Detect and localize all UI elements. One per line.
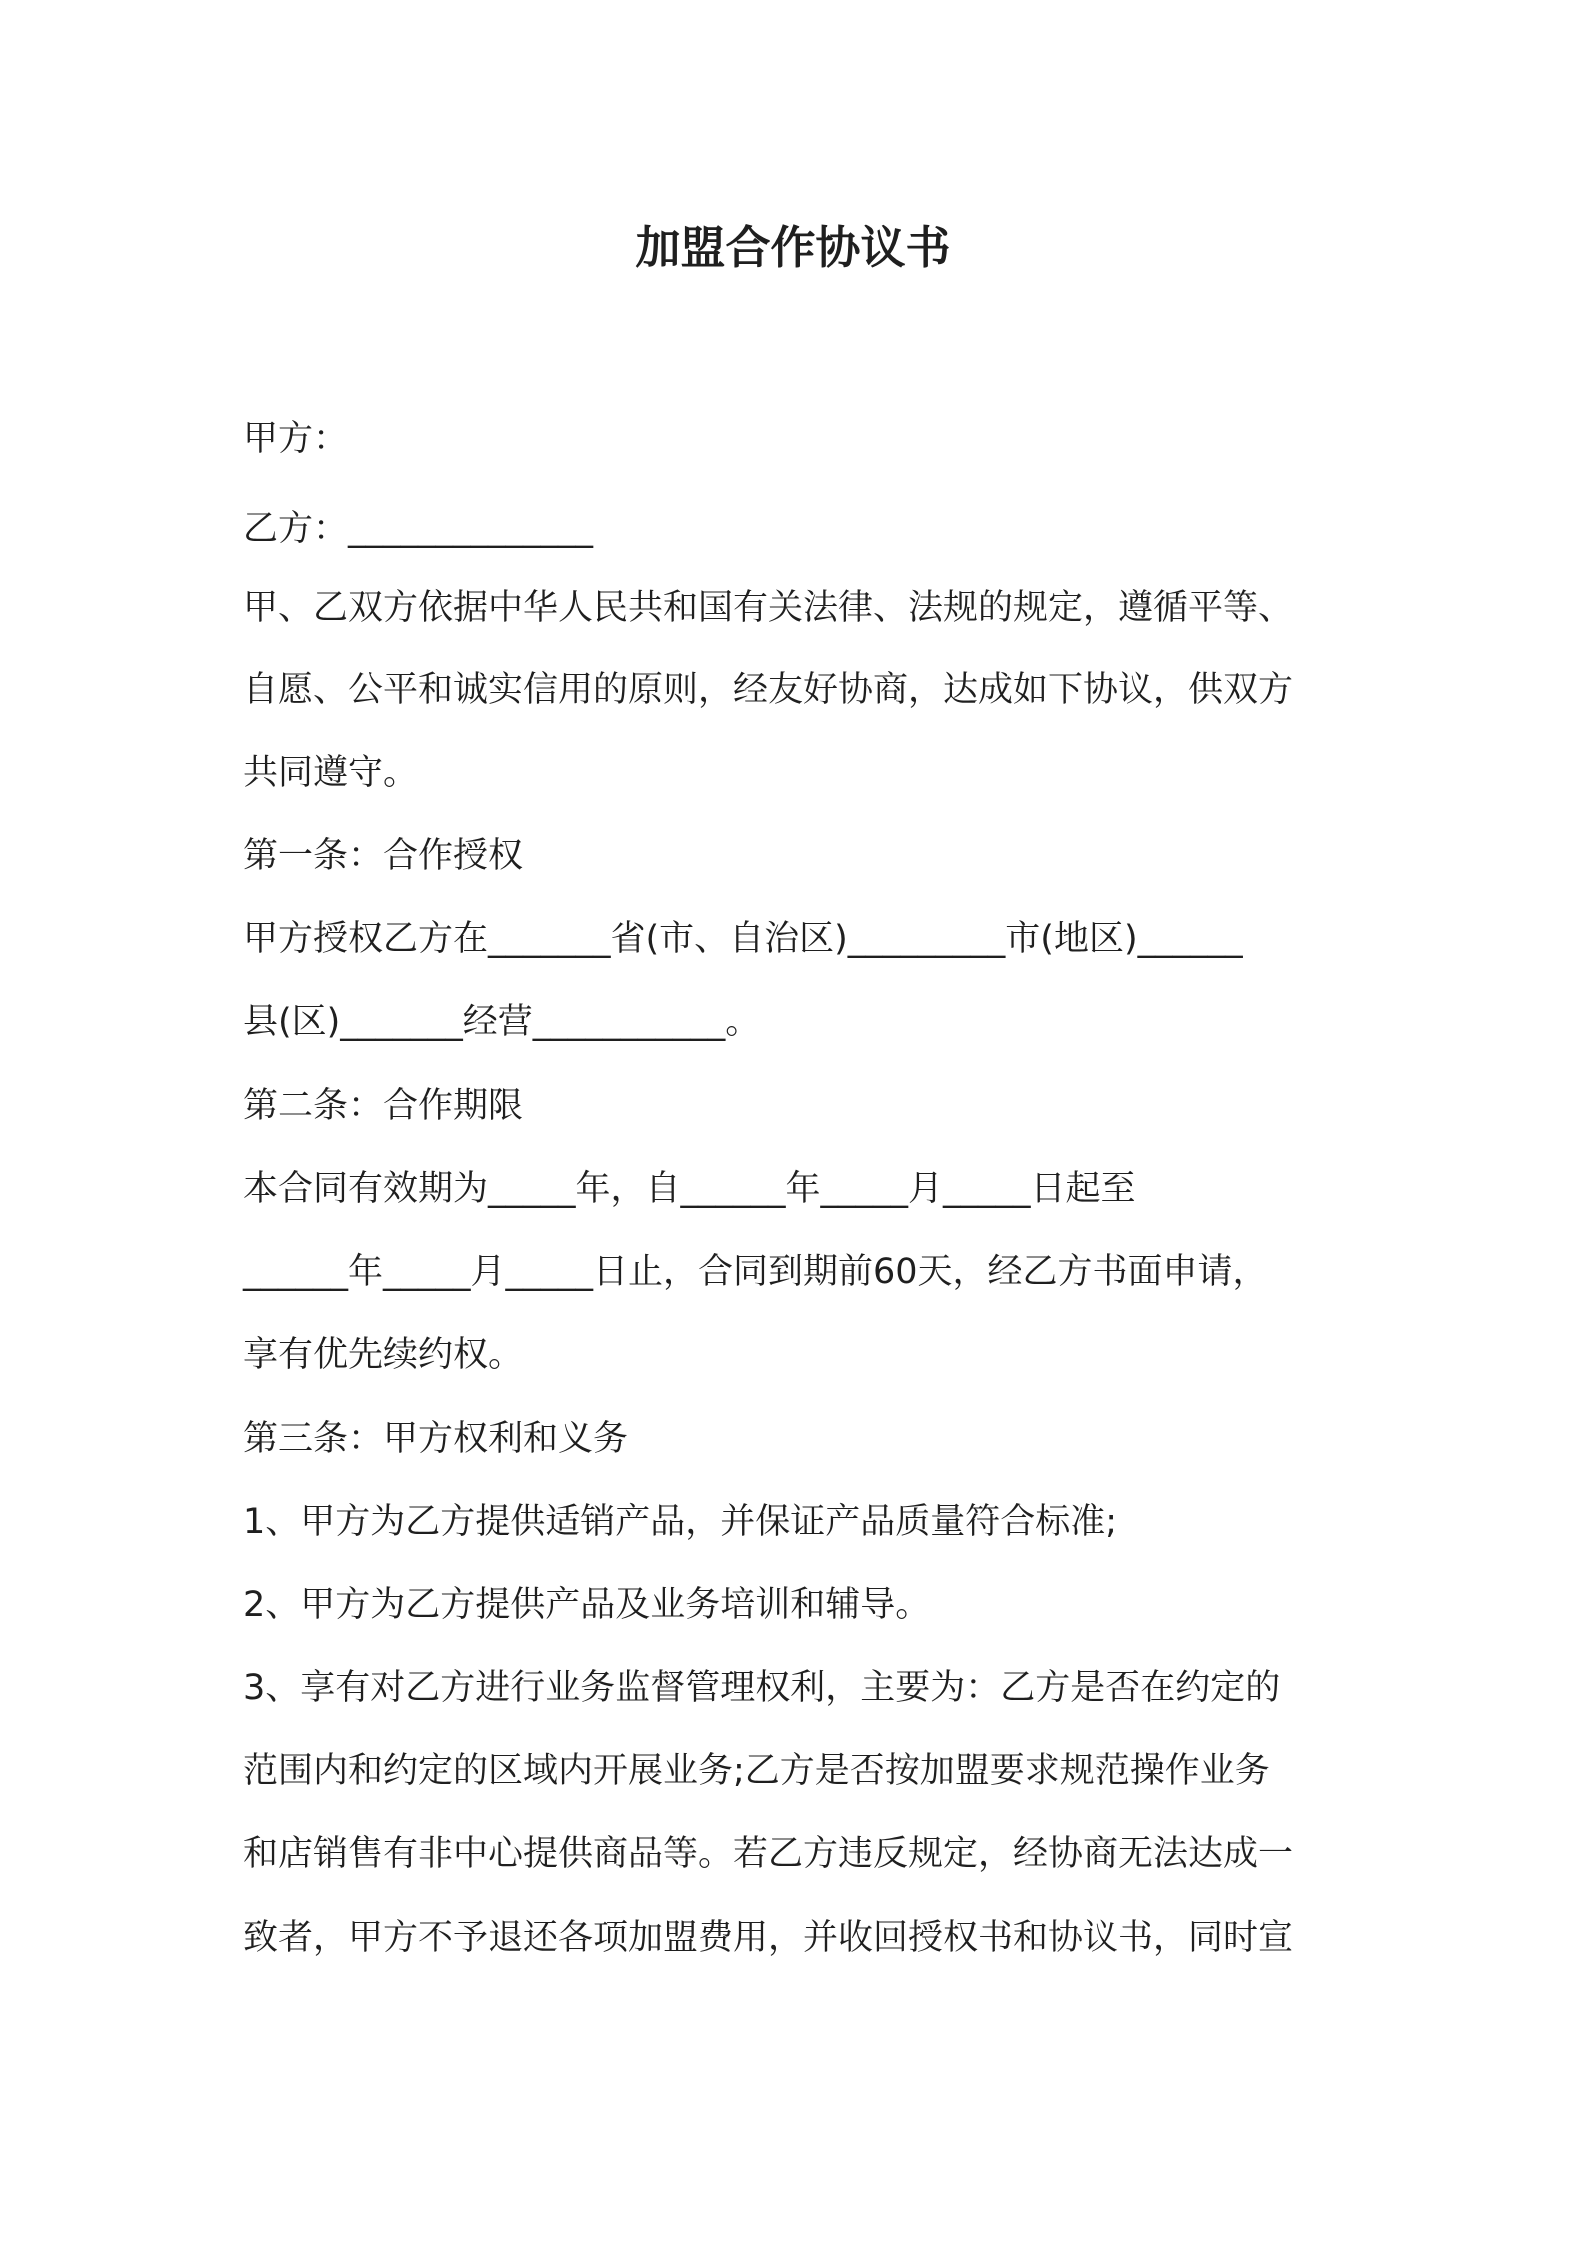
preamble-line-2: 自愿、公平和诚实信用的原则，经友好协商，达成如下协议，供双方 [243, 670, 1294, 710]
article-3-heading: 第三条：甲方权利和义务 [243, 1419, 629, 1459]
party-a-line: 甲方： [243, 419, 349, 459]
article-2-line-1: 本合同有效期为_____年，自______年_____月_____日起至 [243, 1169, 1136, 1209]
article-3-item-3-line-2: 范围内和约定的区域内开展业务;乙方是否按加盟要求规范操作业务 [243, 1751, 1270, 1791]
article-3-item-3-line-1: 3、享有对乙方进行业务监督管理权利，主要为：乙方是否在约定的 [243, 1668, 1281, 1708]
article-3-item-2: 2、甲方为乙方提供产品及业务培训和辅导。 [243, 1585, 931, 1625]
article-1-line-1: 甲方授权乙方在_______省(市、自治区)_________市(地区)______ [243, 919, 1243, 959]
article-3-item-1: 1、甲方为乙方提供适销产品，并保证产品质量符合标准; [243, 1502, 1118, 1542]
document-title: 加盟合作协议书 [635, 221, 951, 274]
article-3-item-3-line-3: 和店销售有非中心提供商品等。若乙方违反规定，经协商无法达成一 [243, 1834, 1294, 1874]
article-1-line-2: 县(区)_______经营___________。 [243, 1002, 761, 1042]
article-2-heading: 第二条：合作期限 [243, 1086, 524, 1126]
article-2-line-2: ______年_____月_____日止，合同到期前60天，经乙方书面申请， [243, 1252, 1268, 1292]
preamble-line-1: 甲、乙双方依据中华人民共和国有关法律、法规的规定，遵循平等、 [243, 588, 1294, 628]
article-2-line-3: 享有优先续约权。 [243, 1335, 524, 1375]
party-b-line: 乙方：______________ [243, 509, 594, 549]
preamble-line-3: 共同遵守。 [243, 753, 419, 793]
article-1-heading: 第一条：合作授权 [243, 836, 524, 876]
article-3-item-3-line-4: 致者，甲方不予退还各项加盟费用，并收回授权书和协议书，同时宣 [243, 1918, 1294, 1958]
